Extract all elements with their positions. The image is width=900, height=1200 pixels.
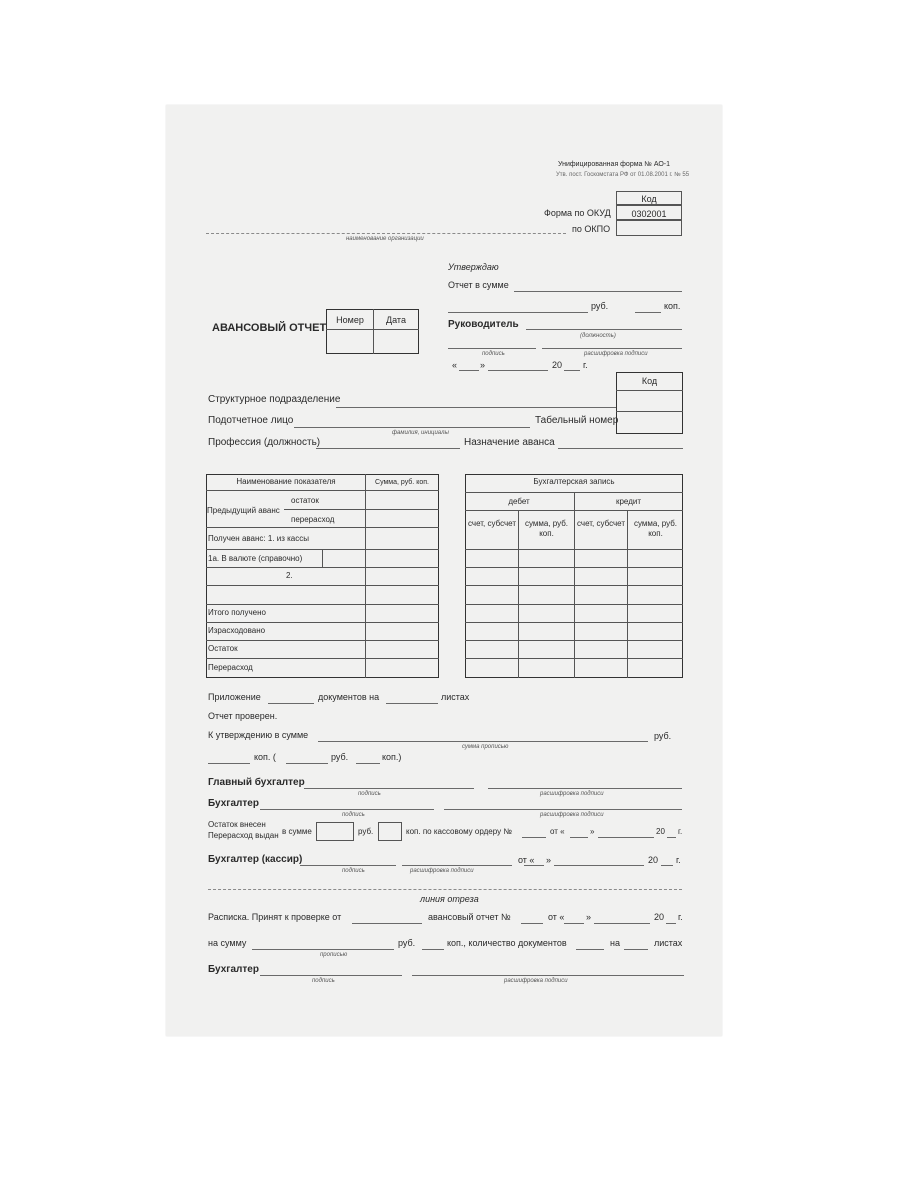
report-number-field[interactable]	[328, 333, 372, 351]
receipt-number-line[interactable]	[521, 923, 543, 924]
overspend-paid-label: Перерасход выдан	[208, 831, 279, 840]
cash-order-number-line[interactable]	[522, 837, 546, 838]
form-approval: Утв. пост. Госкомстата РФ от 01.08.2001 г. № 55	[556, 172, 690, 178]
rt-row-7	[465, 658, 683, 659]
box-divider-h	[326, 329, 419, 330]
accountable-person-line[interactable]	[294, 427, 530, 428]
on-sum-label: на сумму	[208, 938, 247, 948]
accountant2-signature-caption: подпись	[312, 978, 335, 984]
attachment-sheets-line[interactable]	[386, 703, 438, 704]
lt-row-line-4	[206, 585, 439, 586]
lt-col-name: Наименование показателя	[236, 477, 336, 486]
lt-prev-mid-line	[284, 509, 439, 510]
accountant-decode-line[interactable]	[444, 809, 682, 810]
cut-line-label: линия отреза	[420, 894, 479, 904]
cashier-decode-caption: расшифровка подписи	[410, 868, 474, 874]
report-date-header: Дата	[386, 315, 406, 325]
kop-open-label: коп. (	[254, 752, 276, 762]
approve-date-close: »	[480, 360, 486, 370]
receipt-year-line[interactable]	[666, 923, 676, 924]
remainder-paid-label: Остаток внесен	[208, 820, 266, 829]
person-code-divider-1	[616, 390, 683, 391]
cashier-year: 20	[648, 855, 659, 865]
head-signature-caption: подпись	[482, 351, 505, 357]
cash-day-line[interactable]	[570, 837, 588, 838]
head-position-line[interactable]	[526, 329, 682, 330]
head-signature-line[interactable]	[448, 348, 536, 349]
rt-debit-account: счет, субсчет	[468, 519, 516, 528]
accountant-label: Бухгалтер	[208, 798, 259, 809]
org-name-line[interactable]	[206, 233, 566, 234]
cashier-month-line[interactable]	[554, 865, 644, 866]
to-approve-line[interactable]	[318, 741, 648, 742]
kop-close-label: коп.)	[382, 752, 402, 762]
approve-rub-words-line[interactable]	[286, 763, 328, 764]
approve-date-open: «	[452, 360, 458, 370]
lt-overspend: Перерасход	[208, 663, 253, 672]
lt-currency: 1а. В валюте (справочно)	[208, 554, 303, 563]
approve-month-line[interactable]	[488, 370, 548, 371]
report-sum-label: Отчет в сумме	[448, 280, 509, 290]
cashier-year-line[interactable]	[661, 865, 673, 866]
receipt-kop-line[interactable]	[422, 949, 444, 950]
structural-unit-label: Структурное подразделение	[208, 394, 341, 405]
lt-row-line-8	[206, 658, 439, 659]
chief-decode-line[interactable]	[488, 788, 682, 789]
okud-code-header: Код	[616, 191, 682, 205]
rt-credit-account: счет, субсчет	[577, 519, 625, 528]
rt-row-1	[465, 549, 683, 550]
report-kop-line[interactable]	[635, 312, 661, 313]
approve-title: Утверждаю	[448, 262, 499, 272]
cash-from-label: от «	[550, 827, 565, 836]
cash-rub-label: руб.	[358, 827, 374, 836]
accountant-signature-line[interactable]	[260, 809, 434, 810]
lt-total-received: Итого получено	[208, 608, 266, 617]
receipt-sheets-count-line[interactable]	[624, 949, 648, 950]
kop-docs-label: коп., количество документов	[447, 938, 567, 948]
rt-row-4	[465, 604, 683, 605]
chief-signature-caption: подпись	[358, 791, 381, 797]
approve-kop-words-line[interactable]	[356, 763, 380, 764]
tab-number-label: Табельный номер	[535, 415, 619, 426]
lt-received: Получен аванс: 1. из кассы	[208, 534, 309, 543]
lt-col-divider	[365, 474, 366, 678]
approve-year-line[interactable]	[564, 370, 580, 371]
accountant2-label: Бухгалтер	[208, 964, 259, 975]
rt-debit-amount: сумма, руб. коп.	[524, 519, 569, 539]
cashier-label: Бухгалтер (кассир)	[208, 854, 303, 865]
approve-year-suffix: г.	[583, 360, 588, 370]
in-sum-label: в сумме	[282, 827, 312, 836]
rt-row-6	[465, 640, 683, 641]
cash-sum-rub-box[interactable]	[316, 822, 354, 841]
advance-summary-table	[206, 474, 439, 678]
receipt-g: г.	[678, 912, 683, 922]
cash-sum-kop-box[interactable]	[378, 822, 402, 841]
rub2-label: руб.	[331, 752, 349, 762]
head-decode-line[interactable]	[542, 348, 682, 349]
lt-row-line-6	[206, 622, 439, 623]
report-sum-line[interactable]	[514, 291, 682, 292]
approve-kop-line[interactable]	[208, 763, 250, 764]
receipt-close-quote: »	[586, 912, 592, 922]
receipt-rub: руб.	[398, 938, 416, 948]
cashier-signature-line[interactable]	[300, 865, 396, 866]
profession-label: Профессия (должность)	[208, 437, 321, 448]
receipt-docs-count-line[interactable]	[576, 949, 604, 950]
org-caption: наименование организации	[346, 236, 424, 242]
chief-decode-caption: расшифровка подписи	[540, 791, 604, 797]
cash-g: г.	[678, 827, 683, 836]
receipt-on-label: на	[610, 938, 620, 948]
receipt-sum-line[interactable]	[252, 949, 394, 950]
approve-year: 20	[552, 360, 563, 370]
cashier-decode-line[interactable]	[402, 865, 512, 866]
cashier-date-close: »	[546, 855, 552, 865]
receipt-date-line[interactable]	[352, 923, 422, 924]
lt-remainder-sub: остаток	[291, 496, 319, 505]
accountant2-signature-line[interactable]	[260, 975, 402, 976]
okpo-value[interactable]	[616, 220, 682, 236]
lt-col-sum: Сумма, руб. коп.	[375, 479, 429, 486]
lt-row-line-3	[206, 567, 439, 568]
receipt-in-words-caption: прописью	[320, 952, 348, 958]
rt-row-5	[465, 622, 683, 623]
person-code-divider-2	[616, 411, 683, 412]
receipt-sheets-label: листах	[654, 938, 683, 948]
cut-line	[208, 889, 682, 890]
lt-header-line	[206, 490, 439, 491]
receipt-day-line[interactable]	[564, 923, 584, 924]
rt-credit: кредит	[615, 497, 642, 506]
cash-month-line[interactable]	[598, 837, 654, 838]
report-kop: коп.	[664, 301, 681, 311]
report-title: АВАНСОВЫЙ ОТЧЕТ	[212, 322, 327, 334]
head-decode-caption: расшифровка подписи	[584, 351, 648, 357]
position-caption: (должность)	[580, 333, 616, 339]
advance-purpose-label: Назначение аванса	[464, 437, 555, 448]
report-sum-line-2[interactable]	[448, 312, 588, 313]
okud-label: Форма по ОКУД	[544, 208, 611, 218]
person-code-header: Код	[641, 376, 658, 386]
cashier-day-line[interactable]	[524, 865, 544, 866]
checked-label: Отчет проверен.	[208, 711, 278, 721]
lt-overspend-sub: перерасход	[291, 515, 335, 524]
form-sheet	[166, 105, 722, 1036]
cash-year: 20	[656, 827, 665, 836]
receipt-label: Расписка. Принят к проверке от	[208, 912, 342, 922]
cashier-signature-caption: подпись	[342, 868, 365, 874]
okud-value[interactable]: 0302001	[616, 205, 682, 220]
chief-signature-line[interactable]	[304, 788, 474, 789]
rt-credit-amount: сумма, руб. коп.	[633, 519, 678, 539]
structural-unit-line[interactable]	[336, 407, 616, 408]
lt-spent: Израсходовано	[208, 626, 266, 635]
head-label: Руководитель	[448, 319, 519, 330]
accountant-decode-caption: расшифровка подписи	[540, 812, 604, 818]
name-caption: фамилия, инициалы	[392, 430, 449, 436]
receipt-year: 20	[654, 912, 665, 922]
approve-day-line[interactable]	[459, 370, 479, 371]
chief-accountant-label: Главный бухгалтер	[208, 777, 305, 788]
rt-debit: дебет	[508, 497, 530, 506]
advance-report-no-label: авансовый отчет №	[428, 912, 511, 922]
in-words-caption: сумма прописью	[462, 744, 509, 750]
cashier-g: г.	[676, 855, 681, 865]
okpo-label: по ОКПО	[572, 224, 611, 234]
report-rub: руб.	[591, 301, 609, 311]
to-approve-label: К утверждению в сумме	[208, 730, 309, 740]
receipt-from-label: от «	[548, 912, 565, 922]
accountable-person-label: Подотчетное лицо	[208, 415, 294, 426]
cash-close-quote: »	[590, 827, 595, 836]
sheets-label: листах	[441, 692, 470, 702]
rt-title: Бухгалтерская запись	[533, 477, 615, 486]
attachment-docs-line[interactable]	[268, 703, 314, 704]
attachment-label: Приложение	[208, 692, 261, 702]
lt-row-line-7	[206, 640, 439, 641]
report-date-field[interactable]	[374, 333, 418, 351]
lt-prev-advance: Предыдущий аванс	[207, 506, 280, 515]
advance-purpose-line[interactable]	[558, 448, 683, 449]
documents-on-label: документов на	[318, 692, 380, 702]
lt-remainder: Остаток	[208, 644, 238, 653]
rt-row-2	[465, 567, 683, 568]
accountant-signature-caption: подпись	[342, 812, 365, 818]
cash-order-label: коп. по кассовому ордеру №	[406, 827, 512, 836]
profession-line[interactable]	[316, 448, 460, 449]
accountant2-decode-line[interactable]	[412, 975, 684, 976]
lt-item2: 2.	[286, 571, 293, 580]
to-approve-rub: руб.	[654, 731, 672, 741]
accountant2-decode-caption: расшифровка подписи	[504, 978, 568, 984]
rt-row-3	[465, 585, 683, 586]
report-number-header: Номер	[336, 315, 364, 325]
cash-year-line[interactable]	[667, 837, 676, 838]
receipt-month-line[interactable]	[594, 923, 650, 924]
form-title: Унифицированная форма № АО-1	[558, 161, 671, 168]
lt-row-line-5	[206, 604, 439, 605]
lt-currency-divider	[322, 549, 323, 567]
lt-row-line-1	[206, 527, 439, 528]
cashier-date-open: от «	[518, 855, 535, 865]
